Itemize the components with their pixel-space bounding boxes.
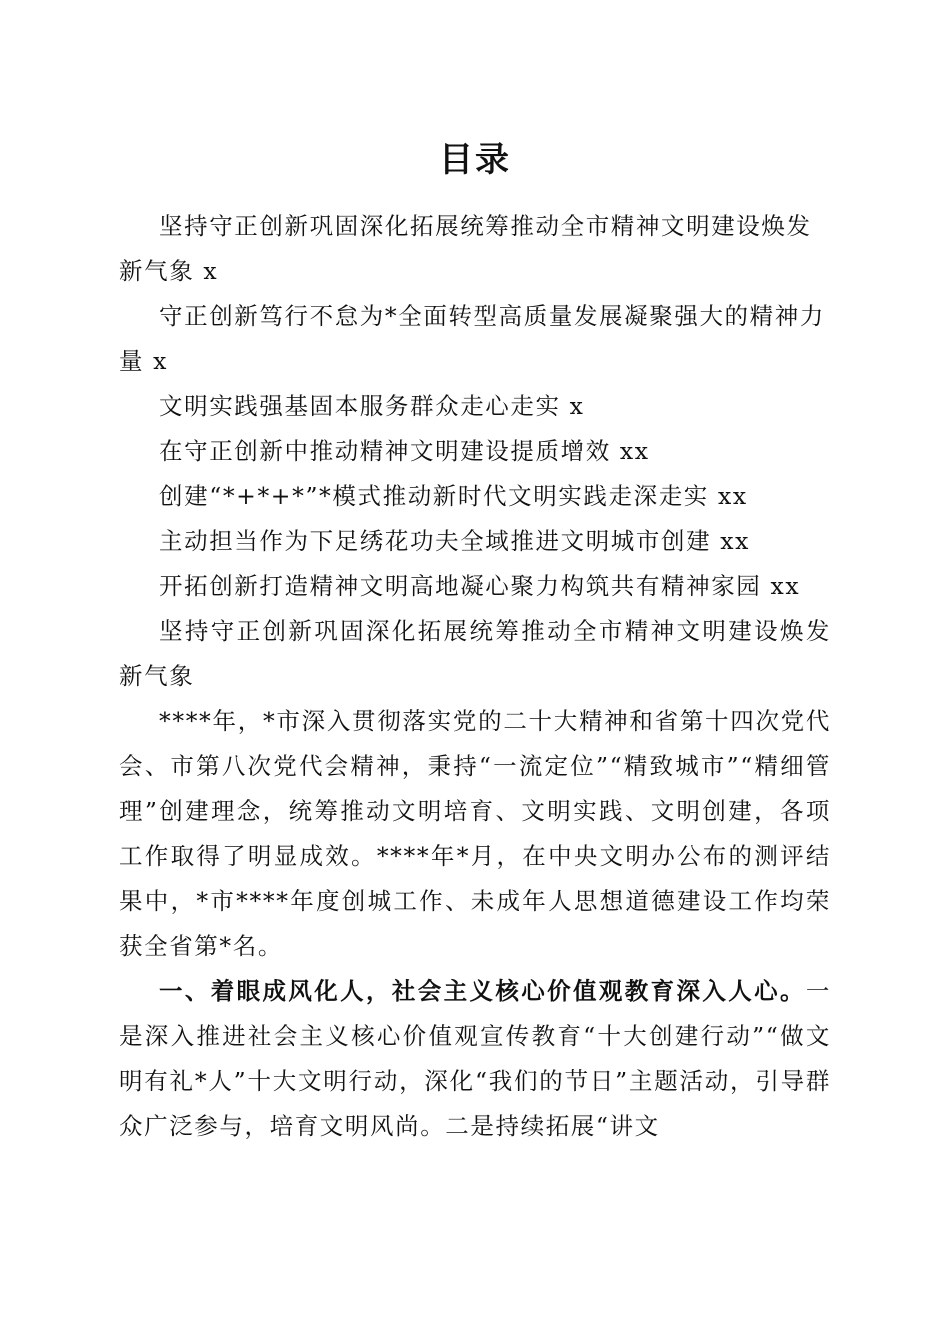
section-paragraph [119, 969, 831, 1149]
toc-item: 守正创新笃行不怠为*全面转型高质量发展凝聚强大的精神力量 x [119, 302, 825, 375]
toc-item: 主动担当作为下足绣花功夫全域推进文明城市创建 xx [159, 527, 750, 555]
toc-item: 文明实践强基固本服务群众走心走实 x [159, 392, 585, 420]
document-body [119, 204, 831, 1149]
intro-paragraph: ****年，*市深入贯彻落实党的二十大精神和省第十四次党代会、市第八次党代会精神，秉持“一流定位”“精致城市”“精细管理”创建理念，统筹推动文明培育、文明实践、文明创建，各项工作取得了明显成效。****年*月，在中央文明办公布的测评结果中，*市****年度创城工作、未成年人思想道德建设工作均荣获全省第*名。 [119, 707, 831, 960]
page-title: 目录 [439, 140, 511, 180]
toc-item: 在守正创新中推动精神文明建设提质增效 xx [159, 437, 650, 465]
toc-item: 坚持守正创新巩固深化拓展统筹推动全市精神文明建设焕发新气象 x [119, 212, 812, 285]
table-of-contents [119, 204, 831, 609]
toc-item: 创建“*+*+*”*模式推动新时代文明实践走深走实 xx [159, 482, 748, 510]
section-heading: 一、着眼成风化人，社会主义核心价值观教育深入人心。 [159, 977, 806, 1005]
toc-item: 开拓创新打造精神文明高地凝心聚力构筑共有精神家园 xx [159, 572, 801, 600]
article-title: 坚持守正创新巩固深化拓展统筹推动全市精神文明建设焕发新气象 [119, 617, 831, 690]
section-text: 一是深入推进社会主义核心价值观宣传教育“十大创建行动”“做文明有礼*人”十大文明行动，深化“我们的节日”主题活动，引导群众广泛参与，培育文明风尚。二是持续拓展“讲文 [119, 977, 831, 1140]
